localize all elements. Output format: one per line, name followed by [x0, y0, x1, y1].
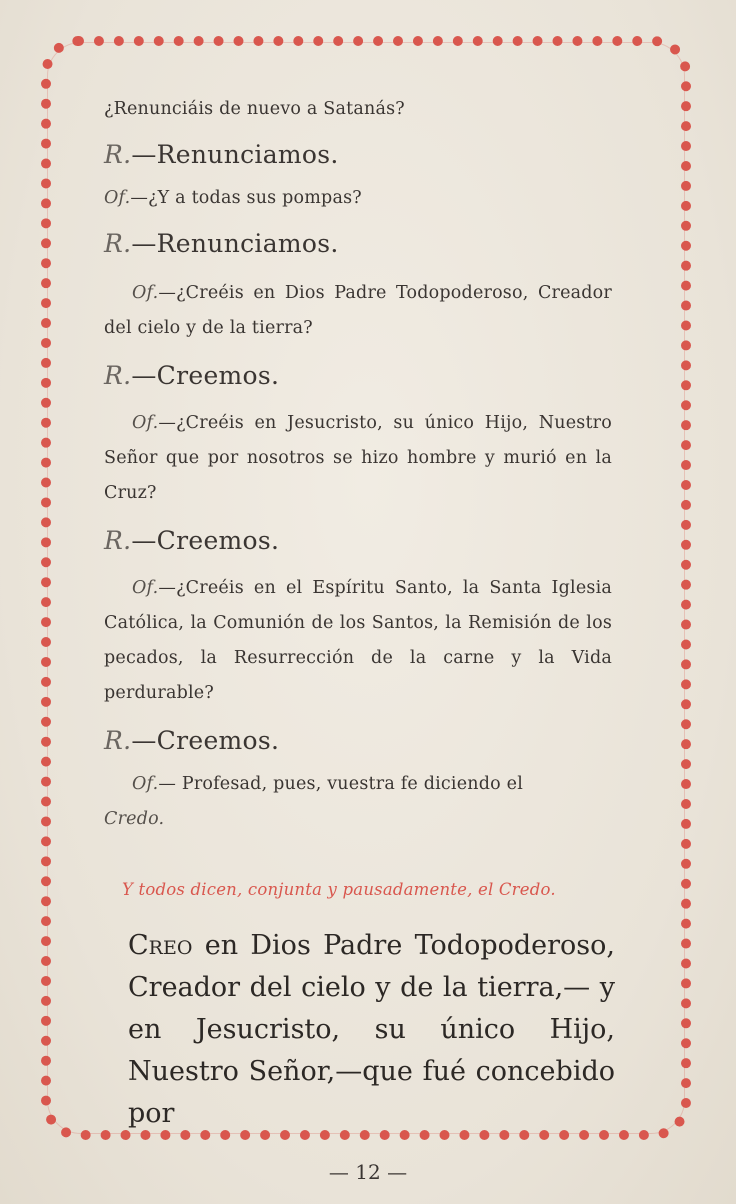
- dialogue-block: [104, 92, 612, 837]
- question-6-end: Credo.: [104, 809, 165, 829]
- officiant-label: Of.: [132, 774, 159, 794]
- response-1: [104, 135, 612, 175]
- response-text: —Renunciamos.: [131, 140, 339, 169]
- rubric-instruction: Y todos dicen, conjunta y pausadamente, el Credo.: [122, 880, 556, 899]
- question-5-text: —¿Creéis en el Espíritu Santo, la Santa Iglesia Católica, la Comunión de los Santos, la Remisión de los pecados, la Resurrección de la carne y la Vida perdurable?: [104, 578, 612, 703]
- credo-text: [128, 925, 615, 1135]
- response-text: —Creemos.: [131, 526, 280, 555]
- question-3-text: —¿Creéis en Dios Padre Todopoderoso, Creador del cielo y de la tierra?: [104, 283, 612, 338]
- page-number: — 12 —: [328, 1160, 408, 1184]
- response-5: [104, 721, 612, 761]
- question-5: [104, 571, 612, 711]
- question-4: [104, 406, 612, 511]
- response-label: R.: [104, 229, 132, 258]
- question-6: [104, 767, 612, 837]
- response-text: —Renunciamos.: [131, 229, 339, 258]
- response-4: [104, 521, 612, 561]
- response-text: —Creemos.: [131, 361, 280, 390]
- credo-body: en Dios Padre Todopoderoso, Creador del cielo y de la tierra,— y en Jesucristo, su único Hijo, Nuestro Señor,—que fué concebido por: [128, 930, 615, 1129]
- officiant-label: Of.: [132, 413, 159, 433]
- question-4-text: —¿Creéis en Jesucristo, su único Hijo, Nuestro Señor que por nosotros se hizo hombre y murió en la Cruz?: [104, 413, 612, 503]
- response-3: [104, 356, 612, 396]
- response-label: R.: [104, 726, 132, 755]
- response-text: —Creemos.: [131, 726, 280, 755]
- question-2-text: —¿Y a todas sus pompas?: [130, 188, 362, 208]
- officiant-label: Of.: [132, 578, 159, 598]
- question-1-text: ¿Renunciáis de nuevo a Satanás?: [104, 99, 405, 119]
- officiant-label: Of.: [104, 188, 131, 208]
- response-label: R.: [104, 361, 132, 390]
- credo-first-word: Creo: [128, 930, 193, 961]
- response-label: R.: [104, 140, 132, 169]
- question-2: [104, 181, 612, 216]
- response-label: R.: [104, 526, 132, 555]
- officiant-label: Of.: [132, 283, 159, 303]
- question-1: [104, 92, 612, 127]
- question-6-text: — Profesad, pues, vuestra fe diciendo el: [158, 774, 523, 794]
- response-2: [104, 224, 612, 264]
- question-3: [104, 276, 612, 346]
